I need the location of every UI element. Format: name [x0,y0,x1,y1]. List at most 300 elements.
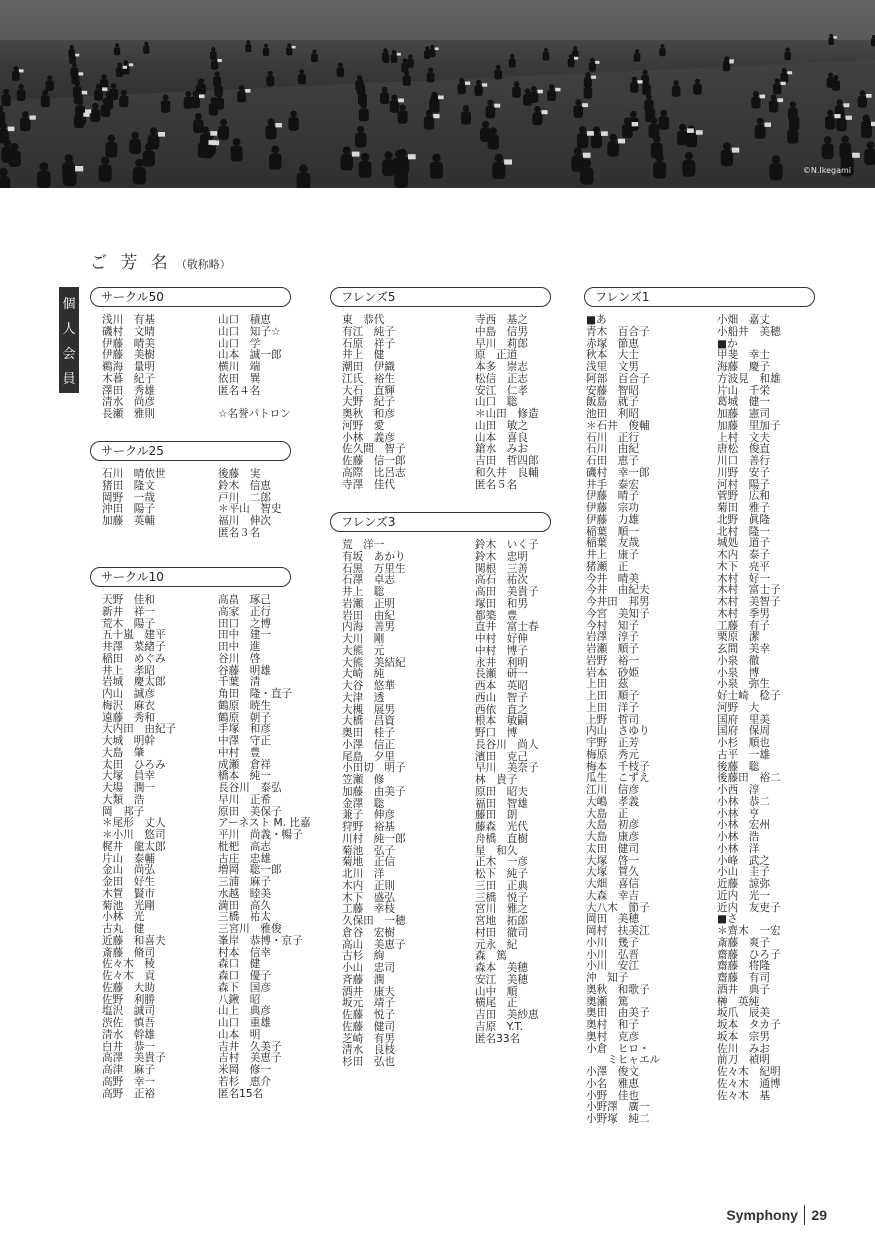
member-name: 小船井 美穂 [717,325,781,338]
musician-body [461,111,471,124]
musician-body [512,87,521,98]
member-name: 村本 信幸 [218,946,271,959]
section-title: サークル10 [90,567,291,587]
musician-body [359,109,369,122]
music-sheet [871,122,875,126]
musician-head [131,132,139,140]
music-sheet [504,159,512,164]
musician-body [787,129,798,144]
member-name: 上田 茲 [586,678,629,691]
member-name: 梅原 秀元 [586,748,639,761]
member-name: 大類 浩 [102,793,145,806]
member-name: 峯岸 恭博・京子 [218,934,303,947]
member-name: 安江 美穂 [475,973,528,986]
member-name: 高際 比呂志 [342,466,406,479]
member-name: 鶴原 朝子 [218,711,271,724]
musician-body [780,73,788,83]
musician-body [769,163,782,180]
member-name: 谷藤 明雄 [218,664,271,677]
musician-head [585,72,590,77]
musician-body [231,146,243,162]
member-name: 阿部 百合子 [586,372,650,385]
member-name: 坂本 宗男 [717,1030,770,1043]
member-name: 坂爪 辰美 [717,1007,770,1020]
member-name: 佐々木 通博 [717,1077,781,1090]
member-name: 齋藤 ひろ子 [717,948,781,961]
musician-body [773,83,782,94]
musician-body [263,48,269,56]
musician-body [358,93,367,105]
musician-head [496,65,501,70]
member-name: ■さ [717,913,738,926]
member-name: 上田 順子 [586,690,639,702]
musician-head [544,48,548,52]
member-name: 今村 知子 [586,619,639,632]
music-sheet [494,104,500,108]
section-friends5 [330,287,551,491]
musician-body [12,71,20,81]
member-name: 森 篤 [475,950,507,963]
musician-head [185,91,191,97]
member-name: 鵜海 量明 [102,361,155,373]
musician-body [215,98,224,110]
member-name: 菊池 光剛 [102,899,155,912]
member-name: 今井 由紀夫 [586,584,650,597]
member-name: 内山 さゆり [586,725,650,738]
member-name: 奥秋 和歌子 [586,983,650,996]
name-column [218,469,282,540]
member-name: 鈴木 いく子 [475,539,539,551]
musician-body [237,91,246,103]
member-name: 潮田 伊織 [342,361,395,373]
member-name: 鈴木 信恵 [218,479,271,492]
member-name: 小野澤 廣一 [586,1101,650,1114]
musician-body [245,44,251,52]
musician-head [674,80,679,85]
member-name: 井上 康子 [586,549,639,561]
musician-head [102,74,107,79]
musician-head [18,84,24,90]
member-name: 若杉 恵介 [218,1075,271,1088]
member-name: 森口 健 [218,958,261,971]
member-name: 菅野 広和 [717,490,770,503]
musician-head [476,80,481,85]
member-name: 菊地 正信 [342,856,395,869]
musician-head [432,154,440,162]
musician-body [288,117,298,131]
musician-body [269,153,282,169]
musician-head [216,80,221,85]
musician-body [607,141,619,156]
music-sheet [618,139,625,144]
section-circle10 [90,567,311,1100]
member-name: 小林 洋 [717,842,760,855]
member-name: 山本 誠一郎 [218,349,282,362]
musician-head [287,43,291,47]
musician-body [634,53,641,62]
member-name: 榊 英純 [717,995,760,1008]
member-name: 正木 一彦 [475,856,528,869]
member-name: 山口 聡 [475,396,518,409]
name-column [342,315,475,491]
member-name: 高津 麻子 [102,1064,155,1076]
member-name: 角田 隆・直子 [218,688,293,700]
member-name: 岡村 扶美江 [586,925,650,937]
musician-body [682,160,695,177]
member-name: 福田 智雄 [475,797,528,810]
member-name: 渋佐 慎吾 [102,1017,155,1029]
member-name: 白井 恭一 [102,1040,155,1053]
member-name: 小杉 順也 [717,737,770,749]
musician-head [679,124,686,131]
member-name: 沖田 陽子 [102,503,155,516]
musician-head [791,111,798,118]
member-name: 酒井 康夫 [342,985,395,998]
member-name: 金田 好生 [102,876,155,888]
orchestra-photo-image [0,0,875,188]
musician-head [569,54,573,58]
page-heading [90,248,231,273]
musician-head [268,118,275,125]
musician-head [575,99,581,105]
member-name: 上野 哲司 [586,713,639,726]
musician-head [490,127,497,134]
musician-head [70,45,74,49]
musician-head [65,160,74,169]
musician-head [124,60,129,65]
member-name: 長谷川 泰弘 [218,782,282,794]
member-name: 三橋 悦子 [475,891,528,904]
member-name: 小西 淳 [717,784,760,796]
musician-body [430,162,443,179]
musician-body [630,82,638,93]
music-sheet [19,69,24,72]
musician-head [425,46,429,50]
member-name: 今宮 美知子 [586,607,650,620]
music-sheet [538,90,543,94]
member-name: 猪瀬 正 [586,560,629,573]
page-footer [726,1205,827,1225]
member-name: 宮地 拓郎 [475,915,528,927]
musician-body [143,46,149,54]
member-name: 河村 陽子 [717,478,770,491]
member-name: 近内 友吏子 [717,901,781,914]
musician-head [290,111,297,118]
musician-head [549,84,555,90]
musician-head [338,63,343,68]
musician-head [299,164,308,173]
member-name: 荒木 陽子 [102,617,155,630]
member-name: 飯島 就子 [586,396,639,409]
musician-body [488,135,500,150]
member-name: 千葉 清 [218,676,261,689]
member-name: 高野 正裕 [102,1087,155,1100]
member-name: 福川 伸次 [218,515,271,527]
musician-body [584,87,593,98]
musician-head [753,91,759,97]
member-name: 古丸 健 [102,923,145,935]
member-name: 佐々木 稜 [102,958,155,971]
member-name: 木村 美智子 [717,596,781,608]
name-column [717,315,781,1126]
musician-body [311,53,318,62]
member-name: 芝崎 有男 [342,1032,395,1045]
musician-body [116,67,124,77]
member-name: ＊小川 悠司 [102,829,166,841]
member-name: 塩沢 誠司 [102,1005,155,1018]
musician-head [685,152,693,160]
member-name: 木下 盛弘 [342,891,395,904]
musician-body [63,169,77,187]
musician-head [643,70,648,75]
musician-head [101,157,109,165]
member-name: 伊藤 美樹 [102,349,155,362]
member-name: 山本 喜良 [475,431,528,444]
music-sheet [844,103,850,107]
member-name: 中村 豊 [218,746,261,759]
member-name: 鶴原 暁生 [218,699,271,712]
musician-head [723,142,731,150]
member-name: 佐野 利勝 [102,993,155,1006]
music-sheet [687,128,694,133]
member-name: 山口 重雄 [218,1017,271,1029]
member-name: ☆名誉パトロン [218,408,291,420]
section-circle50 [90,287,291,421]
member-name: 小澤 信正 [342,738,395,751]
musician-head [775,78,780,83]
member-name: 石澤 卓志 [342,574,395,587]
member-name: 木下 亮平 [717,560,770,573]
member-name: 田口 之博 [218,617,271,630]
member-name: 小野塚 純二 [586,1113,650,1125]
name-column [102,595,218,1100]
member-name: 石黒 万里生 [342,562,406,575]
member-name: 川野 安子 [717,466,770,479]
member-name: 伊藤 力雄 [586,513,639,526]
musician-head [585,82,591,88]
member-name: 匿名３名 [218,526,261,539]
musician-head [695,79,700,84]
musician-head [630,111,637,118]
musician-body [672,86,681,97]
member-name: 木村 季男 [717,607,770,620]
musician-body [645,109,655,122]
member-name: 西山 智子 [475,691,528,704]
member-name: 岡田 美穂 [586,913,639,926]
member-name: 古杉 絢 [342,950,385,963]
member-name: 大塚 員幸 [102,770,155,783]
member-name: 米岡 修一 [218,1064,271,1076]
member-name: 大八木 節子 [586,901,650,914]
member-name: 藤田 朗 [475,809,518,822]
member-name: 古庄 忠雄 [218,852,271,865]
member-name: 小泉 博 [717,666,760,679]
member-name: 齋藤 将隆 [717,960,770,973]
musician-body [427,72,435,82]
member-name: 小林 義彦 [342,431,395,444]
member-name: 尾島 夕里 [342,750,395,763]
member-name: 小林 宏州 [717,819,770,832]
member-name: 池田 利昭 [586,408,639,420]
member-name: 太田 ひろみ [102,758,166,771]
member-name: 梅沢 麻衣 [102,699,155,712]
musician-head [214,71,219,76]
member-name: 大橋 昌資 [342,715,395,728]
musician-body [784,52,791,61]
member-name: 井上 聡 [342,586,385,598]
member-name: 木村 好一 [717,572,770,585]
member-name: 小澤 俊文 [586,1066,639,1078]
member-name: 関根 三善 [475,562,528,575]
member-name: 伊藤 晴子 [586,490,639,503]
musician-head [403,58,408,63]
musician-body [547,90,556,102]
member-name: 玄間 美幸 [717,643,770,655]
music-sheet [482,83,487,86]
member-name: 金山 尚弘 [102,864,155,877]
member-name: 有坂 あかり [342,550,406,563]
musician-body [297,173,311,188]
musician-body [359,161,372,178]
musician-body [751,97,760,109]
musician-body [573,105,583,118]
heading-title: ご 芳 名 [90,253,172,273]
musician-head [828,72,833,77]
member-name: 都築 豊 [475,609,518,622]
member-name: 岡 邦子 [102,805,145,818]
member-name: 天野 佳和 [102,594,155,606]
musician-body [492,162,505,179]
member-name: 岡野 一哉 [102,491,155,504]
musician-head [534,106,540,112]
musician-head [220,119,227,126]
member-name: 近内 光一 [717,889,770,902]
musician-head [343,146,351,154]
musician-head [786,48,790,52]
name-column [102,469,218,540]
member-name: 大場 潤一 [102,782,155,794]
name-column [475,315,539,491]
member-name: 奥瀬 篤 [586,995,629,1008]
musician-body [532,112,542,125]
member-name: 西本 英昭 [475,680,528,692]
member-name: 清水 尚彦 [102,396,155,409]
member-name: 小林 亨 [717,807,760,820]
musician-body [193,119,204,133]
music-sheet [729,61,733,64]
member-name: 吉井 久美子 [218,1040,282,1053]
music-sheet [846,116,852,120]
member-name: 坂本 タカ子 [717,1019,781,1031]
member-name: 大塚 啓一 [586,854,639,867]
member-name: 小川 弘晋 [586,948,639,961]
musician-head [299,69,304,74]
musician-head [73,69,78,74]
musician-head [135,159,144,168]
member-name: 沖 知子 [586,972,629,984]
musician-body [286,47,292,55]
musician-body [642,84,651,95]
member-name: 奥村 和子 [586,1019,639,1031]
musician-head [144,42,148,46]
member-name: 加藤 憲司 [717,408,770,420]
musician-body [133,167,146,184]
musician-body [822,144,834,160]
musician-body [382,159,395,176]
member-name: 内山 誠彦 [102,688,155,700]
member-name: ＊平山 智史 [218,503,282,516]
member-name: 石原 祥子 [342,337,395,350]
member-name: 山口 積恵 [218,314,271,326]
member-name: 工藤 幸枝 [342,903,395,916]
musician-head [22,111,29,118]
musician-head [782,68,787,73]
musician-head [111,83,117,89]
side-label-char: 員 [62,372,76,387]
musician-head [264,44,268,48]
musician-body [99,165,112,182]
music-sheet [210,131,217,136]
member-name: 星 和久 [475,844,518,857]
music-sheet [123,66,128,69]
member-name: 早川 莉郎 [475,337,528,350]
music-sheet [398,99,404,103]
member-name: 永井 利明 [475,656,528,669]
member-name: 佐川 みお [717,1042,770,1055]
member-name: 寺澤 佳代 [342,478,395,491]
member-name: 川村 純一郎 [342,832,406,845]
music-sheet [852,153,860,158]
musician-body [659,48,665,56]
member-name: 宇野 正芳 [586,737,639,749]
musician-body [836,118,847,132]
musician-body [90,109,100,122]
musician-body [577,133,588,148]
music-sheet [582,103,588,107]
member-name: 高石 祐次 [475,574,528,587]
musician-head [790,101,796,107]
member-name: 森本 美穂 [475,962,528,974]
member-name: 匿名５名 [475,478,518,491]
member-name: 後藤 実 [218,468,261,480]
magazine-name: Symphony [726,1207,798,1223]
member-name: 後藤田 裕二 [717,772,781,785]
musician-body [41,95,50,107]
music-sheet [209,140,216,145]
musician-head [430,45,434,49]
member-name: 坂元 靖子 [342,997,395,1010]
musician-head [70,51,74,55]
member-name: 工藤 有子 [717,619,770,632]
musician-body [755,125,766,139]
member-name: 吉田 美紗恵 [475,1009,539,1021]
member-name: 木賀 賢市 [102,887,155,900]
member-name: 金澤 聡 [342,797,385,810]
name-column [102,315,218,421]
member-name: 高野 幸一 [102,1075,155,1088]
music-sheet [591,76,596,79]
member-name: 後藤 聡 [717,760,760,773]
musician-body [529,92,538,104]
musician-body [486,106,496,119]
member-name: 原 正道 [475,349,518,362]
musician-head [860,90,866,96]
orchestra-photo [0,0,875,188]
member-name: 井澤 菜緒子 [102,641,166,653]
member-name: 大塚 賀久 [586,866,639,879]
musician-head [428,68,433,73]
music-sheet [542,110,548,114]
